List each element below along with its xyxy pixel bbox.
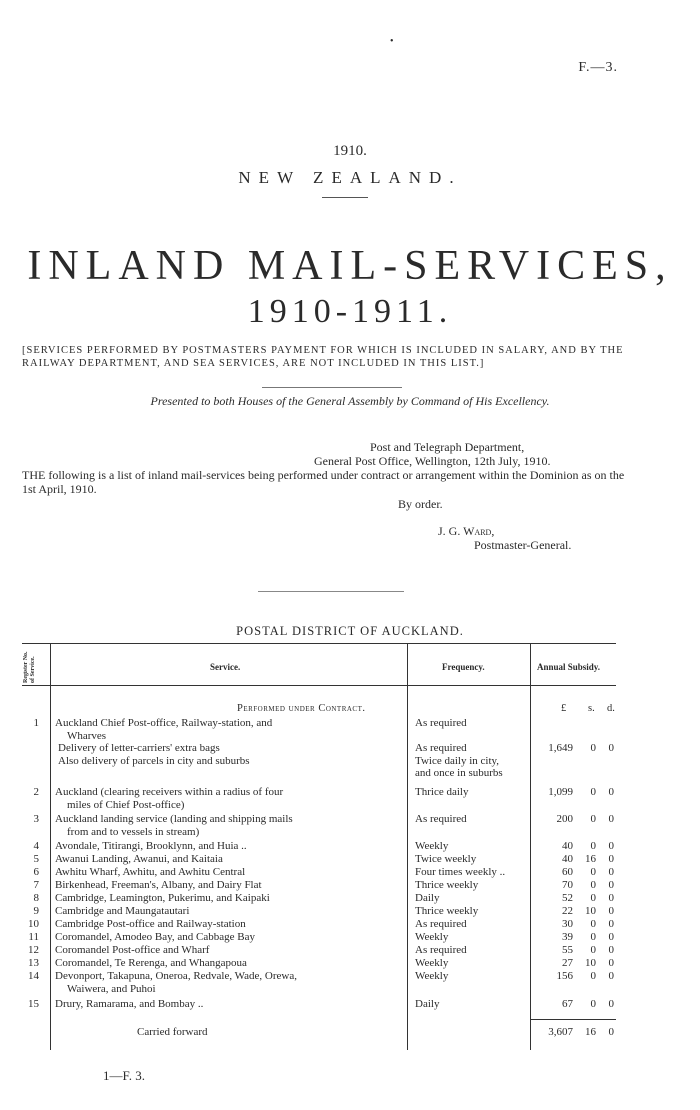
amount-pence: 0 — [608, 905, 614, 917]
amount-pence: 0 — [608, 931, 614, 943]
address-line-2: General Post Office, Wellington, 12th July, 1910. — [314, 454, 551, 468]
service-text: Cambridge, Leamington, Pukerimu, and Kaipaki — [55, 892, 270, 904]
amount-shillings: 0 — [590, 918, 596, 930]
country-heading: NEW ZEALAND. — [238, 168, 462, 187]
service-text: miles of Chief Post-office) — [67, 798, 185, 811]
amount-pounds: 52 — [562, 892, 573, 904]
document-subtitle-years: 1910-1911. — [247, 293, 453, 330]
services-table — [22, 643, 616, 1050]
service-text: Cambridge and Maungatautari — [55, 905, 190, 917]
year: 1910. — [333, 143, 367, 159]
register-number: 10 — [28, 918, 39, 930]
amount-pounds: 55 — [562, 944, 573, 956]
register-column-header: Register No. of Service. — [23, 651, 36, 683]
frequency-text: Weekly — [415, 957, 449, 969]
frequency-text: Weekly — [415, 970, 449, 982]
amount-shillings: 0 — [590, 840, 596, 852]
address-line-1: Post and Telegraph Department, — [370, 440, 525, 454]
register-number: 14 — [28, 970, 39, 982]
amount-shillings: 16 — [585, 1026, 596, 1038]
amount-shillings: 0 — [590, 786, 596, 798]
service-text: Auckland (clearing receivers within a radius of four — [55, 786, 284, 798]
amount-pounds: 70 — [562, 879, 573, 891]
register-number: 15 — [28, 998, 39, 1010]
frequency-column-header: Frequency. — [442, 662, 485, 672]
register-number: 1 — [33, 717, 39, 729]
service-text: Awhitu Wharf, Awhitu, and Awhitu Central — [55, 866, 246, 878]
amount-shillings: 0 — [590, 944, 596, 956]
amount-shillings: 16 — [585, 853, 596, 865]
amount-shillings: 0 — [590, 742, 596, 754]
paper-reference: F.—3. — [578, 60, 618, 75]
amount-pence: 0 — [608, 892, 614, 904]
service-text: Wharves — [67, 729, 107, 742]
amount-pounds: 156 — [556, 970, 573, 982]
amount-pence: 0 — [608, 853, 614, 865]
service-text: Devonport, Takapuna, Oneroa, Redvale, Wade, Orewa, — [55, 970, 297, 982]
amount-shillings: 0 — [590, 998, 596, 1010]
amount-pounds: 22 — [562, 905, 573, 917]
register-number: 9 — [33, 905, 39, 917]
amount-pounds: 1,099 — [548, 786, 573, 798]
register-number: 4 — [33, 840, 39, 852]
printer-mark: • — [390, 36, 394, 47]
amount-pounds: 1,649 — [548, 742, 573, 754]
amount-pounds: 39 — [562, 931, 573, 943]
divider — [262, 387, 402, 388]
amount-pounds: 30 — [562, 918, 573, 930]
amount-pence: 0 — [608, 944, 614, 956]
service-text: from and to vessels in stream) — [67, 825, 200, 838]
service-text: Coromandel, Te Rerenga, and Whangapoua — [55, 957, 247, 969]
carried-forward-label: Carried forward — [137, 1026, 208, 1038]
amount-shillings: 10 — [585, 957, 596, 969]
amount-shillings: 0 — [590, 931, 596, 943]
service-text: Delivery of letter-carriers' extra bags — [58, 742, 220, 754]
divider — [258, 591, 404, 592]
frequency-text: As required — [415, 717, 467, 729]
register-number: 12 — [28, 944, 39, 956]
service-text: Cambridge Post-office and Railway-station — [55, 918, 246, 930]
amount-shillings: 0 — [590, 866, 596, 878]
frequency-text: As required — [415, 918, 467, 930]
district-heading: POSTAL DISTRICT OF AUCKLAND. — [236, 624, 464, 638]
amount-pence: 0 — [608, 742, 614, 754]
amount-pounds: 27 — [562, 957, 573, 969]
frequency-text: Daily — [415, 998, 440, 1010]
frequency-text: Thrice weekly — [415, 905, 479, 917]
amount-pence: 0 — [608, 840, 614, 852]
register-number: 5 — [33, 853, 39, 865]
frequency-text: Daily — [415, 892, 440, 904]
register-number: 6 — [33, 866, 39, 878]
register-number: 13 — [28, 957, 39, 969]
document-title: INLAND MAIL-SERVICES, — [27, 243, 673, 289]
amount-pence: 0 — [608, 957, 614, 969]
amount-pence: 0 — [608, 1026, 614, 1038]
frequency-text: Twice daily in city, — [415, 754, 500, 767]
amount-pounds: 200 — [556, 813, 573, 825]
frequency-text: Four times weekly .. — [415, 866, 506, 878]
service-text: Coromandel Post-office and Wharf — [55, 944, 210, 956]
page-number: 1—F. 3. — [103, 1068, 145, 1083]
service-text: Auckland Chief Post-office, Railway-station, and — [55, 717, 273, 729]
amount-shillings: 10 — [585, 905, 596, 917]
register-number: 3 — [33, 813, 39, 825]
presented-line: Presented to both Houses of the General Assembly by Command of His Excellency. — [150, 394, 550, 408]
amount-shillings: 0 — [590, 892, 596, 904]
unit-pounds: £ — [561, 703, 567, 714]
amount-shillings: 0 — [590, 813, 596, 825]
service-text: Birkenhead, Freeman's, Albany, and Dairy Flat — [55, 879, 262, 891]
frequency-text: As required — [415, 944, 467, 956]
service-text: Coromandel, Amodeo Bay, and Cabbage Bay — [55, 931, 255, 943]
column-rule — [50, 643, 51, 1050]
service-text: Waiwera, and Puhoi — [67, 982, 156, 995]
amount-pence: 0 — [608, 786, 614, 798]
amount-pounds: 67 — [562, 998, 573, 1010]
table-top-rule — [22, 643, 616, 644]
amount-pence: 0 — [608, 998, 614, 1010]
service-column-header: Service. — [210, 662, 241, 672]
signer-title: Postmaster-General. — [474, 538, 572, 552]
register-number: 2 — [33, 786, 39, 798]
amount-pence: 0 — [608, 970, 614, 982]
signer-name: J. G. Ward, — [438, 524, 495, 538]
frequency-text: Weekly — [415, 840, 449, 852]
unit-shillings: s. — [588, 703, 595, 714]
amount-shillings: 0 — [590, 879, 596, 891]
frequency-text: Weekly — [415, 931, 449, 943]
frequency-text: As required — [415, 813, 467, 825]
service-text: Auckland landing service (landing and shipping mails — [55, 813, 293, 825]
frequency-text: Thrice weekly — [415, 879, 479, 891]
total-rule — [530, 1019, 616, 1020]
unit-pence: d. — [607, 703, 615, 714]
scope-note: [SERVICES PERFORMED BY POSTMASTERS PAYMENT FOR WHICH IS INCLUDED IN SALARY, AND BY THE RAILWAY DEPARTMENT, AND SEA SERVICES, ARE NOT INCLUDED IN THIS LIST.] — [22, 345, 624, 369]
frequency-text: Twice weekly — [415, 853, 477, 865]
amount-shillings: 0 — [590, 970, 596, 982]
service-text: Drury, Ramarama, and Bombay .. — [55, 998, 204, 1010]
subsidy-column-header: Annual Subsidy. — [537, 662, 601, 672]
service-text: Avondale, Titirangi, Brooklynn, and Huia .. — [55, 840, 247, 852]
section-heading: Performed under Contract. — [237, 703, 366, 714]
amount-pounds: 3,607 — [548, 1026, 573, 1038]
amount-pounds: 60 — [562, 866, 573, 878]
service-text: Also delivery of parcels in city and suburbs — [58, 754, 250, 767]
divider — [322, 197, 368, 198]
amount-pence: 0 — [608, 866, 614, 878]
service-text: Awanui Landing, Awanui, and Kaitaia — [55, 853, 223, 865]
register-number: 11 — [28, 931, 39, 943]
amount-pounds: 40 — [562, 840, 573, 852]
frequency-text: and once in suburbs — [415, 767, 503, 779]
by-order: By order. — [398, 497, 443, 511]
frequency-text: Thrice daily — [415, 786, 469, 798]
register-number: 8 — [33, 892, 39, 904]
table-header-rule — [22, 685, 616, 686]
amount-pence: 0 — [608, 813, 614, 825]
amount-pence: 0 — [608, 918, 614, 930]
register-number: 7 — [33, 879, 39, 891]
frequency-text: As required — [415, 742, 467, 754]
amount-pounds: 40 — [562, 853, 573, 865]
intro-paragraph: THE following is a list of inland mail-services being performed under contract or arrangement within the Dominion as on the 1st April, 1910. — [22, 468, 625, 496]
amount-pence: 0 — [608, 879, 614, 891]
